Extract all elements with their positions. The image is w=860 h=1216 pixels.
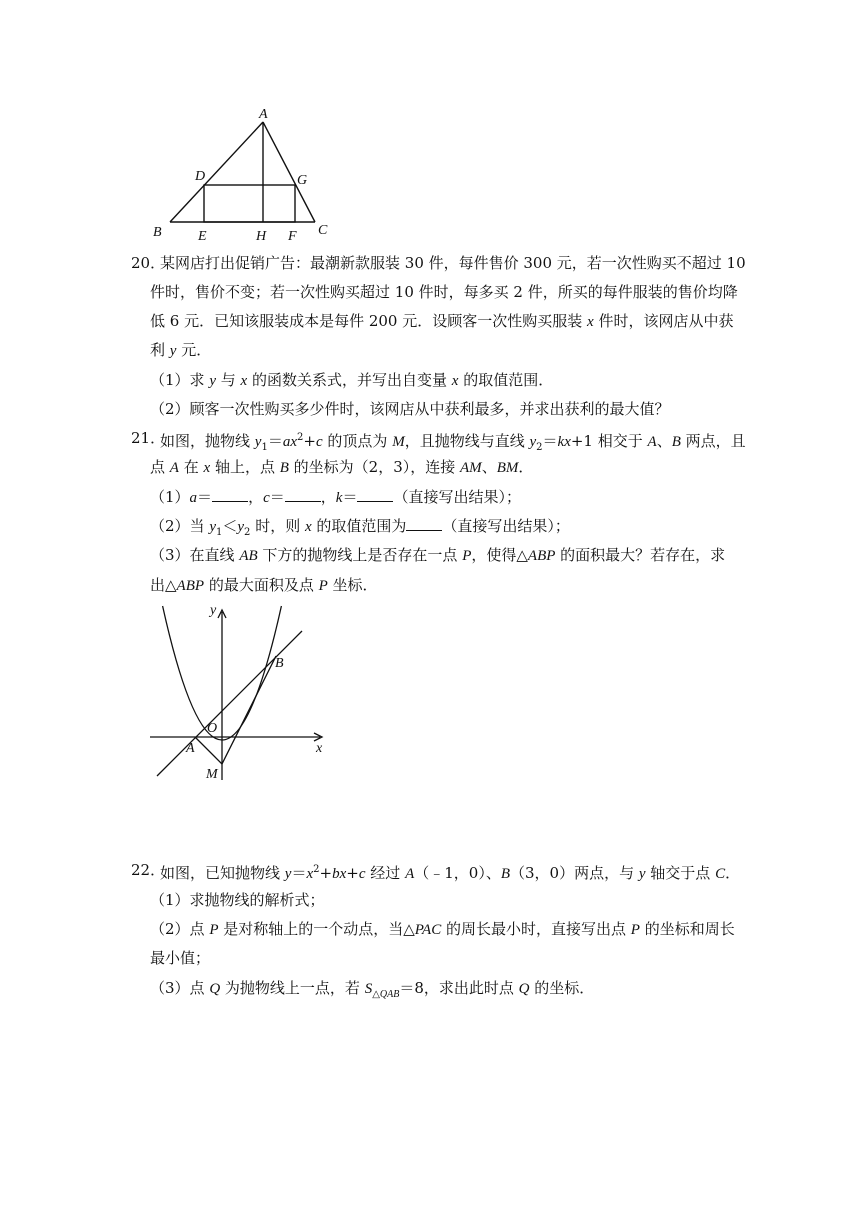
q22-sub2-cont: 最小值； <box>150 949 211 967</box>
q22-sub2: （2）点 P 是对称轴上的一个动点，当△PAC 的周长最小时，直接写出点 P 的坐标和周长 <box>150 920 735 938</box>
q21-sub3-cont: 出△ABP 的最大面积及点 P 坐标． <box>150 576 378 594</box>
label-E: E <box>198 229 207 244</box>
label-C: C <box>318 223 328 238</box>
q20-sub2: （2）顾客一次性购买多少件时，该网店从中获利最多，并求出获利的最大值？ <box>150 400 670 418</box>
label-G: G <box>297 173 308 188</box>
label-D: D <box>195 169 206 184</box>
label-H: H <box>256 229 267 244</box>
q21-sub2: （2）当 $y_1<y_2$ 时，则 x 的取值范围为 （直接写出结果）； <box>150 517 570 538</box>
label-x: x <box>316 741 323 756</box>
q20-line3: 低 6 元．已知该服装成本是每件 200 元．设顾客一次性购买服装 x 件时，该网店从中获 <box>150 312 734 330</box>
label-O: O <box>207 721 218 736</box>
q21-line1: 如图，抛物线 $y_1=ax^2+c$ 的顶点为 M，且抛物线与直线 $y_2=kx+1$ 相交于 A、B 两点，且 <box>160 432 746 453</box>
label-B: B <box>275 656 284 671</box>
label-M: M <box>206 767 218 782</box>
q22-line1: 如图，已知抛物线 $y=x^2+bx+c$ 经过 A（﹣1，0）、B（3，0）两点，与 y 轴交于点 C． <box>160 864 741 882</box>
q20-line2: 件时，售价不变；若一次性购买超过 10 件时，每多买 2 件，所买的每件服装的售价均降 <box>150 283 738 301</box>
q21-sub1: （1）a＝ ，c＝ ，k＝ （直接写出结果）； <box>150 488 521 506</box>
answer-blank-range[interactable] <box>406 516 442 531</box>
answer-blank-c[interactable] <box>285 487 321 502</box>
q22-sub1: （1）求抛物线的解析式； <box>150 891 325 909</box>
q21-sub3: （3）在直线 AB 下方的抛物线上是否存在一点 P，使得△ABP 的面积最大？若存在，求 <box>150 546 726 564</box>
q21-line2: 点 A 在 x 轴上，点 B 的坐标为（2，3），连接 AM、BM． <box>150 458 534 476</box>
parabola-figure <box>148 600 338 790</box>
answer-blank-a[interactable] <box>212 487 248 502</box>
q20-line4: 利 y 元． <box>150 341 212 359</box>
label-A: A <box>259 107 268 122</box>
q20-number: 20． <box>131 254 166 272</box>
triangle-figure <box>145 100 345 245</box>
q20-sub1: （1）求 y 与 x 的函数关系式，并写出自变量 x 的取值范围． <box>150 371 554 389</box>
label-B: B <box>153 225 162 240</box>
label-y: y <box>210 603 217 618</box>
label-A: A <box>186 741 195 756</box>
answer-blank-k[interactable] <box>357 487 393 502</box>
q22-number: 22． <box>131 861 166 879</box>
q21-number: 21． <box>131 429 166 447</box>
label-F: F <box>288 229 297 244</box>
q20-line1: 某网店打出促销广告：最潮新款服装 30 件，每件售价 300 元，若一次性购买不超过 10 <box>160 254 746 272</box>
q22-sub3: （3）点 Q 为抛物线上一点，若 $S_{\triangle QAB}=8$，求出此时点 Q 的坐标． <box>150 979 595 1000</box>
